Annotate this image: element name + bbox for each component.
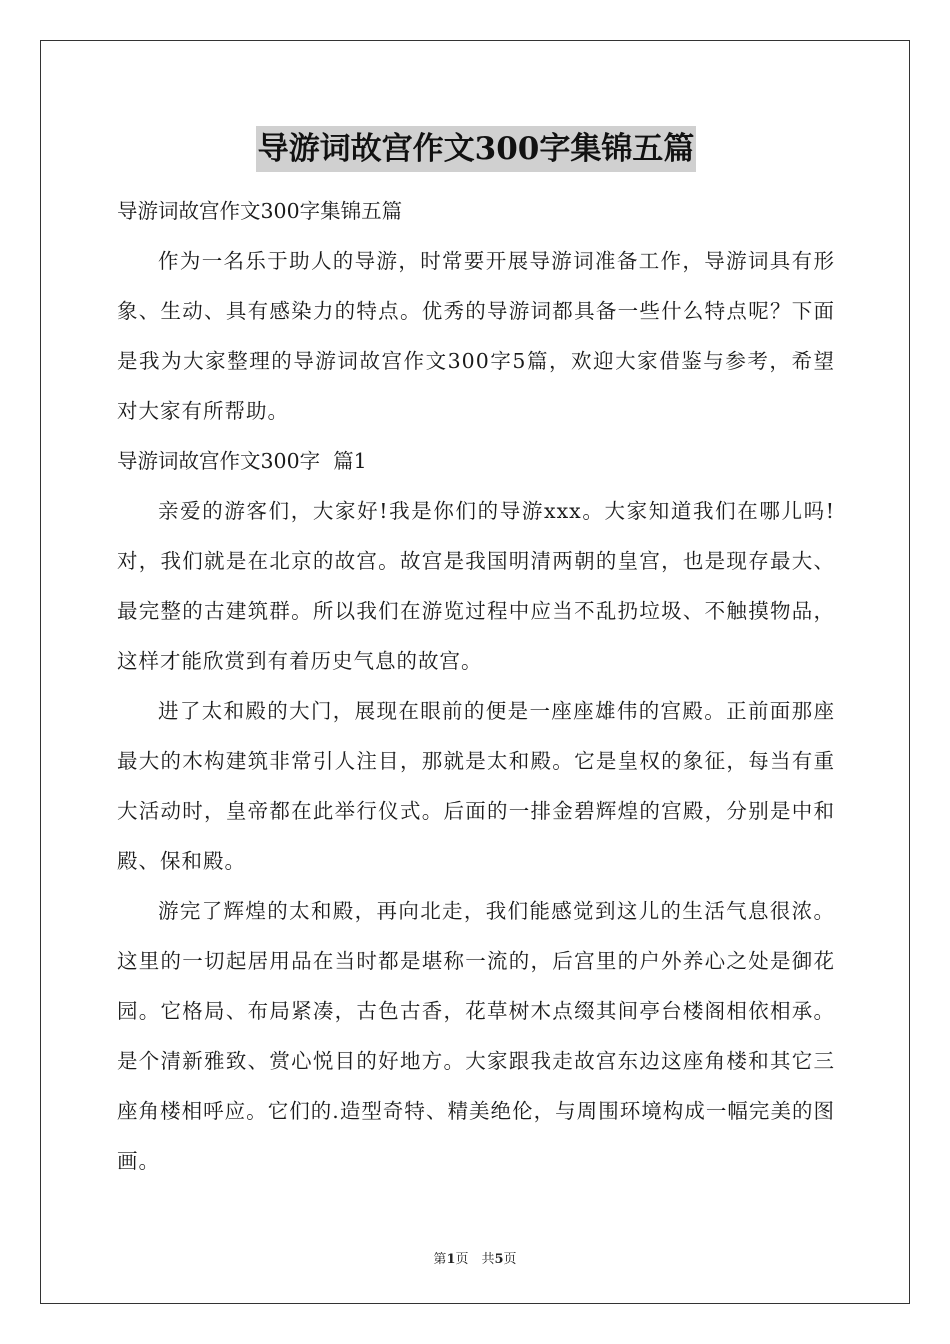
page-total-number: 5: [494, 1252, 504, 1267]
page-current-number: 1: [446, 1252, 456, 1267]
page-footer: [0, 1248, 950, 1267]
document-subtitle: 导游词故宫作文300字集锦五篇: [117, 199, 403, 223]
page-mid: 页 共: [455, 1252, 495, 1267]
title-wrapper: [117, 126, 835, 172]
body-paragraph-1: 亲爱的游客们，大家好!我是你们的导游xxx。大家知道我们在哪儿吗!对，我们就是在北京的故宫。故宫是我国明清两朝的皇宫，也是现存最大、最完整的古建筑群。所以我们在游览过程中应当不乱扔垃圾、不触摸物品，这样才能欣赏到有着历史气息的故宫。: [117, 499, 835, 673]
page-prefix: 第: [433, 1252, 447, 1267]
body-paragraph-2: 进了太和殿的大门，展现在眼前的便是一座座雄伟的宫殿。正前面那座最大的木构建筑非常引人注目，那就是太和殿。它是皇权的象征，每当有重大活动时，皇帝都在此举行仪式。后面的一排金碧辉煌的宫殿，分别是中和殿、保和殿。: [117, 699, 835, 873]
page-suffix: 页: [503, 1252, 517, 1267]
document-title: 导游词故宫作文300字集锦五篇: [256, 126, 697, 172]
body-paragraph-3: 游完了辉煌的太和殿，再向北走，我们能感觉到这儿的生活气息很浓。这里的一切起居用品在当时都是堪称一流的，后宫里的户外养心之处是御花园。它格局、布局紧凑，古色古香，花草树木点缀其间亭台楼阁相依相承。是个清新雅致、赏心悦目的好地方。大家跟我走故宫东边这座角楼和其它三座角楼相呼应。它们的.造型奇特、精美绝伦，与周围环境构成一幅完美的图画。: [117, 899, 835, 1173]
intro-paragraph: 作为一名乐于助人的导游，时常要开展导游词准备工作，导游词具有形象、生动、具有感染力的特点。优秀的导游词都具备一些什么特点呢？下面是我为大家整理的导游词故宫作文300字5篇，欢迎大家借鉴与参考，希望对大家有所帮助。: [117, 249, 835, 423]
section-heading: 导游词故宫作文300字 篇1: [117, 449, 367, 473]
document-body: [117, 126, 835, 1186]
